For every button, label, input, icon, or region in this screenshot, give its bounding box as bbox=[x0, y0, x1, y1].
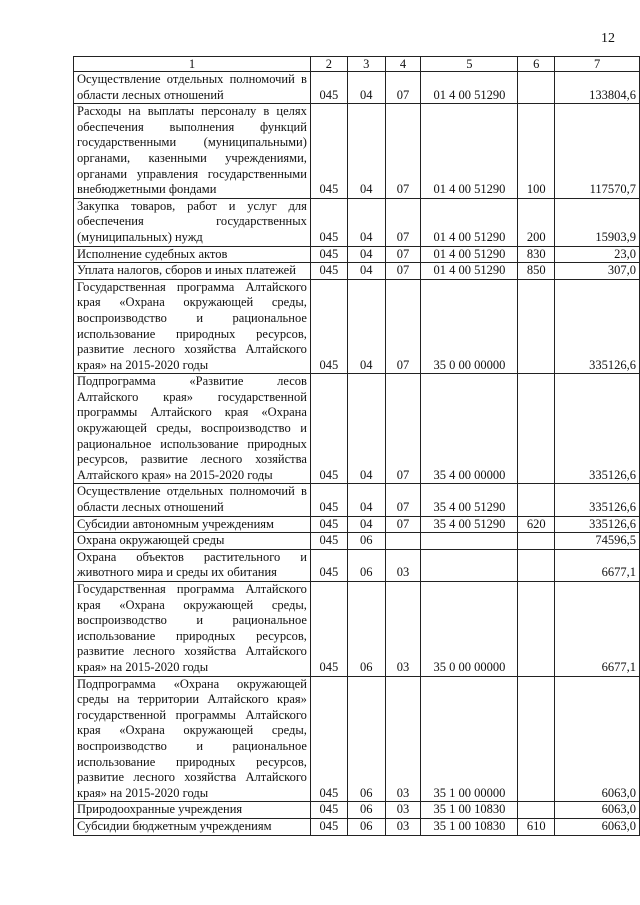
table-row bbox=[74, 279, 640, 374]
expense-name-cell bbox=[74, 246, 311, 263]
table-row bbox=[74, 582, 640, 677]
target-article-cell: 01 4 00 51290 bbox=[421, 72, 518, 104]
header-cell: 3 bbox=[347, 57, 385, 72]
expense-name-cell bbox=[74, 104, 311, 199]
expense-type-cell bbox=[518, 72, 555, 104]
table-row bbox=[74, 818, 640, 835]
subsection-code-cell: 03 bbox=[385, 802, 421, 819]
expense-type-cell bbox=[518, 802, 555, 819]
expense-name-cell bbox=[74, 279, 311, 374]
table-row bbox=[74, 246, 640, 263]
amount-cell: 6677,1 bbox=[555, 549, 640, 581]
grbs-code-cell: 045 bbox=[310, 104, 347, 199]
section-code-cell: 06 bbox=[347, 818, 385, 835]
section-code-cell: 06 bbox=[347, 802, 385, 819]
header-cell: 4 bbox=[385, 57, 421, 72]
section-code-cell: 06 bbox=[347, 676, 385, 802]
amount-cell: 335126,6 bbox=[555, 374, 640, 484]
subsection-code-cell bbox=[385, 533, 421, 550]
amount-cell: 6063,0 bbox=[555, 818, 640, 835]
expense-name-cell bbox=[74, 533, 311, 550]
expense-name-cell bbox=[74, 802, 311, 819]
table-row bbox=[74, 104, 640, 199]
subsection-code-cell: 07 bbox=[385, 104, 421, 199]
grbs-code-cell: 045 bbox=[310, 246, 347, 263]
table-row bbox=[74, 516, 640, 533]
target-article-cell: 35 4 00 51290 bbox=[421, 484, 518, 516]
target-article-cell: 01 4 00 51290 bbox=[421, 263, 518, 280]
subsection-code-cell: 07 bbox=[385, 516, 421, 533]
header-cell: 7 bbox=[555, 57, 640, 72]
expense-type-cell bbox=[518, 549, 555, 581]
expense-type-cell: 610 bbox=[518, 818, 555, 835]
expense-type-cell bbox=[518, 582, 555, 677]
grbs-code-cell: 045 bbox=[310, 72, 347, 104]
amount-cell: 335126,6 bbox=[555, 279, 640, 374]
table-row bbox=[74, 374, 640, 484]
target-article-cell: 35 1 00 10830 bbox=[421, 818, 518, 835]
expense-name-text: Расходы на выплаты персоналу в целях обеспечения выполнения функций государственными (муниципальными) органами, казенными учреждениями, органами управления государственными внебюджетными фондами bbox=[77, 104, 307, 197]
target-article-cell: 01 4 00 51290 bbox=[421, 104, 518, 199]
subsection-code-cell: 07 bbox=[385, 263, 421, 280]
subsection-code-cell: 07 bbox=[385, 72, 421, 104]
amount-cell: 117570,7 bbox=[555, 104, 640, 199]
grbs-code-cell: 045 bbox=[310, 676, 347, 802]
expense-name-cell bbox=[74, 72, 311, 104]
expense-name-text: Закупка товаров, работ и услуг для обеспечения государственных (муниципальных) нужд bbox=[77, 198, 307, 244]
expense-name-cell bbox=[74, 818, 311, 835]
amount-cell: 335126,6 bbox=[555, 516, 640, 533]
section-code-cell: 04 bbox=[347, 263, 385, 280]
expense-name-text: Природоохранные учреждения bbox=[77, 802, 243, 817]
section-code-cell: 04 bbox=[347, 516, 385, 533]
target-article-cell: 35 4 00 51290 bbox=[421, 516, 518, 533]
amount-cell: 307,0 bbox=[555, 263, 640, 280]
expense-type-cell bbox=[518, 676, 555, 802]
section-code-cell: 06 bbox=[347, 582, 385, 677]
section-code-cell: 04 bbox=[347, 198, 385, 246]
section-code-cell: 04 bbox=[347, 246, 385, 263]
table-row bbox=[74, 533, 640, 550]
expense-type-cell: 850 bbox=[518, 263, 555, 280]
subsection-code-cell: 03 bbox=[385, 549, 421, 581]
table-row bbox=[74, 198, 640, 246]
subsection-code-cell: 03 bbox=[385, 676, 421, 802]
amount-cell: 335126,6 bbox=[555, 484, 640, 516]
expense-name-text: Осуществление отдельных полномочий в области лесных отношений bbox=[77, 72, 307, 102]
subsection-code-cell: 07 bbox=[385, 279, 421, 374]
target-article-cell: 01 4 00 51290 bbox=[421, 198, 518, 246]
grbs-code-cell: 045 bbox=[310, 533, 347, 550]
expense-name-text: Охрана объектов растительного и животного мира и среды их обитания bbox=[77, 549, 307, 580]
table-header-row bbox=[74, 57, 640, 72]
grbs-code-cell: 045 bbox=[310, 484, 347, 516]
expense-name-text: Субсидии бюджетным учреждениям bbox=[77, 818, 272, 833]
target-article-cell: 35 0 00 00000 bbox=[421, 279, 518, 374]
amount-cell: 133804,6 bbox=[555, 72, 640, 104]
amount-cell: 15903,9 bbox=[555, 198, 640, 246]
table-row bbox=[74, 484, 640, 516]
subsection-code-cell: 07 bbox=[385, 198, 421, 246]
expense-name-text: Исполнение судебных актов bbox=[77, 246, 228, 261]
expense-name-cell bbox=[74, 263, 311, 280]
target-article-cell: 01 4 00 51290 bbox=[421, 246, 518, 263]
table-row bbox=[74, 549, 640, 581]
amount-cell: 23,0 bbox=[555, 246, 640, 263]
section-code-cell: 04 bbox=[347, 374, 385, 484]
amount-cell: 6063,0 bbox=[555, 802, 640, 819]
table-row bbox=[74, 263, 640, 280]
expense-type-cell: 620 bbox=[518, 516, 555, 533]
expense-name-text: Субсидии автономным учреждениям bbox=[77, 516, 274, 531]
grbs-code-cell: 045 bbox=[310, 279, 347, 374]
expense-type-cell: 100 bbox=[518, 104, 555, 199]
grbs-code-cell: 045 bbox=[310, 802, 347, 819]
expense-name-cell bbox=[74, 374, 311, 484]
expense-type-cell bbox=[518, 279, 555, 374]
subsection-code-cell: 07 bbox=[385, 374, 421, 484]
amount-cell: 74596,5 bbox=[555, 533, 640, 550]
grbs-code-cell: 045 bbox=[310, 516, 347, 533]
expense-name-cell bbox=[74, 549, 311, 581]
grbs-code-cell: 045 bbox=[310, 198, 347, 246]
section-code-cell: 04 bbox=[347, 279, 385, 374]
grbs-code-cell: 045 bbox=[310, 818, 347, 835]
subsection-code-cell: 07 bbox=[385, 484, 421, 516]
expense-name-text: Подпрограмма «Охрана окружающей среды на территории Алтайского края» государственной программы Алтайского края «Охрана окружающей среды, воспроизводство и рациональное использование природных ресурсов, развитие лесного хозяйства Алтайского края» на 2015-2020 годы bbox=[77, 676, 307, 800]
expense-type-cell bbox=[518, 374, 555, 484]
section-code-cell: 06 bbox=[347, 533, 385, 550]
section-code-cell: 04 bbox=[347, 104, 385, 199]
grbs-code-cell: 045 bbox=[310, 374, 347, 484]
subsection-code-cell: 03 bbox=[385, 582, 421, 677]
target-article-cell: 35 1 00 00000 bbox=[421, 676, 518, 802]
expense-type-cell: 830 bbox=[518, 246, 555, 263]
amount-cell: 6677,1 bbox=[555, 582, 640, 677]
subsection-code-cell: 07 bbox=[385, 246, 421, 263]
header-cell: 6 bbox=[518, 57, 555, 72]
expense-type-cell: 200 bbox=[518, 198, 555, 246]
grbs-code-cell: 045 bbox=[310, 549, 347, 581]
expense-name-text: Государственная программа Алтайского края «Охрана окружающей среды, воспроизводство и рациональное использование природных ресурсов, развитие лесного хозяйства Алтайского края» на 2015-2020 годы bbox=[77, 279, 307, 372]
section-code-cell: 06 bbox=[347, 549, 385, 581]
target-article-cell bbox=[421, 549, 518, 581]
expense-name-cell bbox=[74, 676, 311, 802]
grbs-code-cell: 045 bbox=[310, 582, 347, 677]
expense-name-text: Подпрограмма «Развитие лесов Алтайского края» государственной программы Алтайского края «Охрана окружающей среды, воспроизводство и рациональное использование природных ресурсов, развитие лесного хозяйства Алтайского края» на 2015-2020 годы bbox=[77, 374, 307, 482]
expense-name-cell bbox=[74, 198, 311, 246]
grbs-code-cell: 045 bbox=[310, 263, 347, 280]
amount-cell: 6063,0 bbox=[555, 676, 640, 802]
budget-table bbox=[73, 56, 640, 836]
expense-type-cell bbox=[518, 484, 555, 516]
page-number: 12 bbox=[601, 31, 615, 46]
section-code-cell: 04 bbox=[347, 484, 385, 516]
table-row bbox=[74, 676, 640, 802]
header-cell: 1 bbox=[74, 57, 311, 72]
target-article-cell: 35 1 00 10830 bbox=[421, 802, 518, 819]
target-article-cell: 35 4 00 00000 bbox=[421, 374, 518, 484]
expense-name-text: Уплата налогов, сборов и иных платежей bbox=[77, 263, 296, 278]
expense-name-text: Охрана окружающей среды bbox=[77, 533, 225, 548]
subsection-code-cell: 03 bbox=[385, 818, 421, 835]
header-cell: 2 bbox=[310, 57, 347, 72]
section-code-cell: 04 bbox=[347, 72, 385, 104]
table-row bbox=[74, 802, 640, 819]
expense-name-cell bbox=[74, 484, 311, 516]
header-cell: 5 bbox=[421, 57, 518, 72]
table-row bbox=[74, 72, 640, 104]
expense-name-text: Государственная программа Алтайского края «Охрана окружающей среды, воспроизводство и рациональное использование природных ресурсов, развитие лесного хозяйства Алтайского края» на 2015-2020 годы bbox=[77, 582, 307, 674]
expense-type-cell bbox=[518, 533, 555, 550]
expense-name-cell bbox=[74, 582, 311, 677]
expense-name-cell bbox=[74, 516, 311, 533]
target-article-cell bbox=[421, 533, 518, 550]
expense-name-text: Осуществление отдельных полномочий в области лесных отношений bbox=[77, 484, 307, 515]
target-article-cell: 35 0 00 00000 bbox=[421, 582, 518, 677]
